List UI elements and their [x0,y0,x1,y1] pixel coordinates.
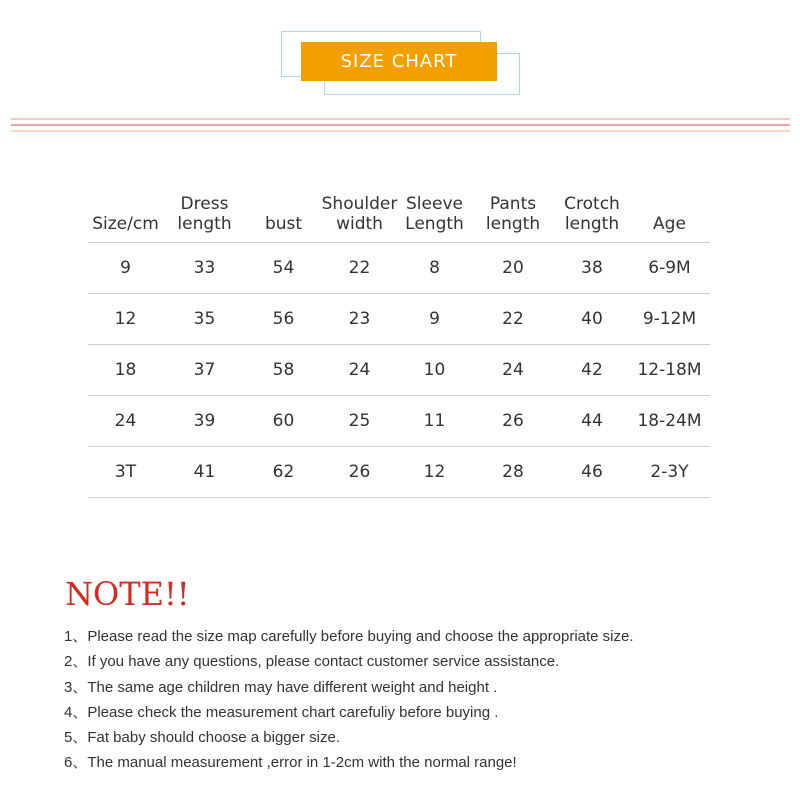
table-row [88,243,710,294]
table-cell: 37 [163,345,246,396]
table-cell: 33 [163,243,246,294]
table-cell: 20 [471,243,555,294]
table-cell: 39 [163,396,246,447]
table-cell: 10 [398,345,471,396]
table-cell: 22 [471,294,555,345]
note-item: 6、The manual measurement ,error in 1-2cm with the normal range! [64,754,517,772]
table-cell: 25 [321,396,398,447]
table-cell: 9 [398,294,471,345]
table-cell: 18-24M [629,396,710,447]
table-cell: 26 [321,447,398,498]
column-header: Size/cm [88,176,163,243]
table-cell: 23 [321,294,398,345]
table-cell: 42 [555,345,629,396]
column-header: Pants length [471,176,555,243]
table-cell: 26 [471,396,555,447]
table-row [88,396,710,447]
table-cell: 24 [321,345,398,396]
table-row [88,294,710,345]
table-cell: 12 [88,294,163,345]
table-cell: 41 [163,447,246,498]
column-header: Shoulder width [321,176,398,243]
note-item: 2、If you have any questions, please contact customer service assistance. [64,653,560,671]
table-cell: 40 [555,294,629,345]
table-cell: 11 [398,396,471,447]
decorative-stripe [11,118,790,120]
decorative-stripe [11,130,790,132]
table-cell: 3T [88,447,163,498]
table-cell: 9-12M [629,294,710,345]
table-cell: 56 [246,294,321,345]
column-header: bust [246,176,321,243]
table-cell: 6-9M [629,243,710,294]
size-table [88,176,710,498]
table-cell: 8 [398,243,471,294]
note-item: 3、The same age children may have different weight and height . [64,678,498,696]
table-cell: 9 [88,243,163,294]
table-cell: 24 [471,345,555,396]
table-cell: 35 [163,294,246,345]
table-cell: 2-3Y [629,447,710,498]
table-cell: 62 [246,447,321,498]
table-cell: 38 [555,243,629,294]
note-title: NOTE!! [65,575,190,613]
table-cell: 24 [88,396,163,447]
table-header-row [88,176,710,243]
column-header: Crotch length [555,176,629,243]
decorative-stripe [11,124,790,126]
column-header: Sleeve Length [398,176,471,243]
page-title: SIZE CHART [340,50,458,72]
note-item: 5、Fat baby should choose a bigger size. [64,729,340,747]
column-header: Dress length [163,176,246,243]
table-cell: 22 [321,243,398,294]
table-cell: 44 [555,396,629,447]
table-cell: 58 [246,345,321,396]
table-row [88,447,710,498]
table-cell: 60 [246,396,321,447]
note-item: 4、Please check the measurement chart carefuliy before buying . [64,703,499,721]
table-cell: 28 [471,447,555,498]
size-chart-banner [301,42,497,81]
table-row [88,345,710,396]
note-item: 1、Please read the size map carefully before buying and choose the appropriate size. [64,628,634,645]
note-list [64,624,634,776]
column-header: Age [629,176,710,243]
table-cell: 12 [398,447,471,498]
table-cell: 46 [555,447,629,498]
table-cell: 18 [88,345,163,396]
table-cell: 54 [246,243,321,294]
table-cell: 12-18M [629,345,710,396]
